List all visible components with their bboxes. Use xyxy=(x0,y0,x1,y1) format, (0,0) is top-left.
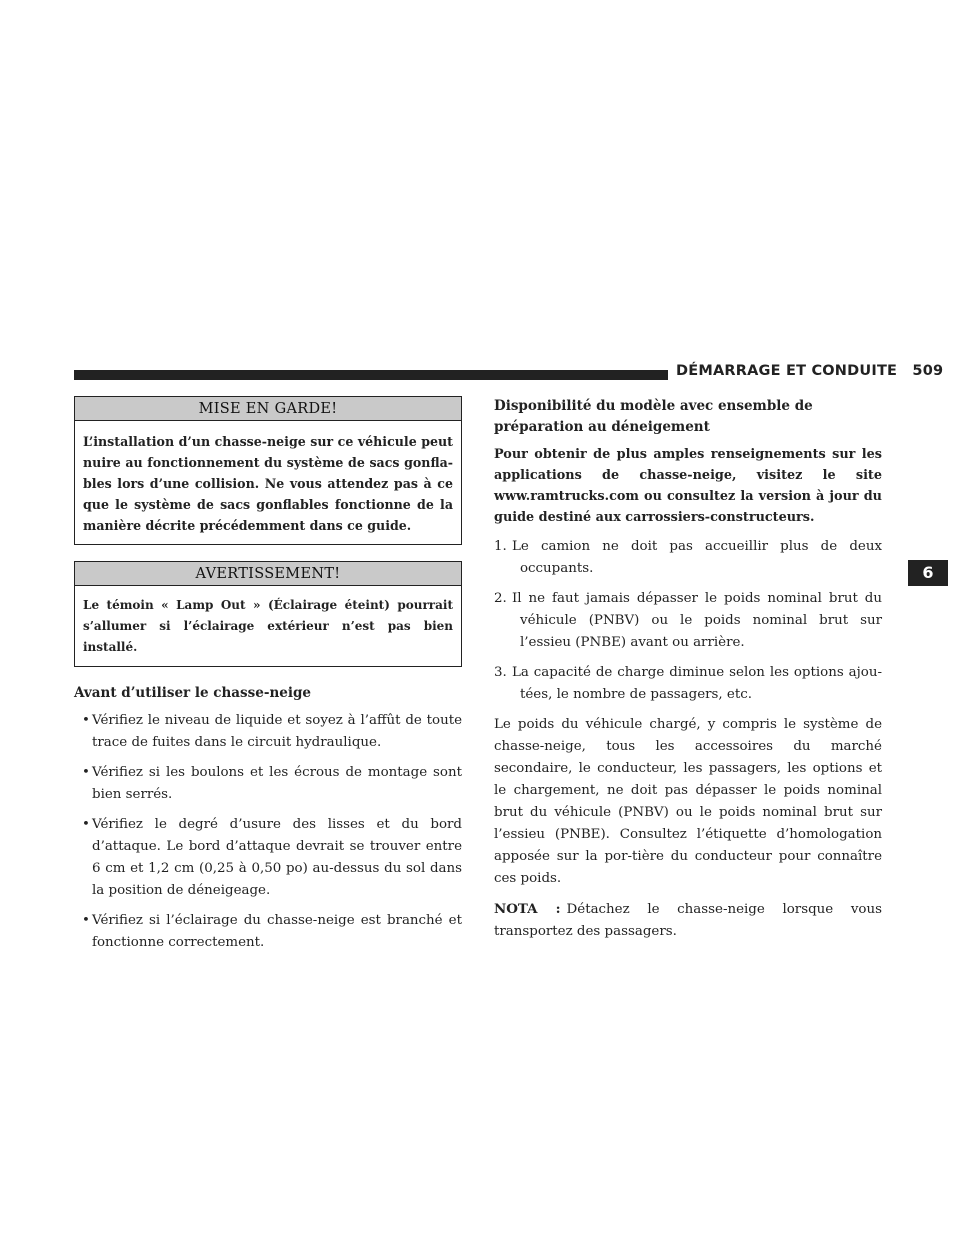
page-number: 509 xyxy=(912,363,944,379)
caution-title: MISE EN GARDE! xyxy=(75,397,461,421)
list-item-text: Vérifiez le degré d’usure des lisses et du bord d’attaque. Le bord d’attaque devrait se trouver entre 6 cm et 1,2 cm (0,25 à 0,50 po) au-dessus du sol dans la position de déneigeage. xyxy=(92,817,462,898)
chapter-tab: 6 xyxy=(908,560,948,586)
section-title: DÉMARRAGE ET CONDUITE xyxy=(676,363,898,379)
list-item-text: Il ne faut jamais dépasser le poids nominal brut du véhicule (PNBV) ou le poids nominal brut sur l’essieu (PNBE) avant ou arrière. xyxy=(512,591,882,650)
bullet-icon: • xyxy=(82,713,90,728)
list-item xyxy=(74,710,462,754)
list-item xyxy=(494,588,882,654)
list-number: 1. xyxy=(494,539,507,554)
caution-text: L’installation d’un chasse-neige sur ce véhicule peut nuire au fonctionnement du système de sacs gonfla-bles lors d’une collision. Ne vous attendez pas à ce que le système de sacs gonflables fonctionne de la manière décrite précédemment dans ce guide. xyxy=(83,434,453,533)
note xyxy=(494,898,882,943)
intro-paragraph: Pour obtenir de plus amples renseignements sur les applications de chasse-neige, visitez le site www.ramtrucks.com ou consultez la version à jour du guide destiné aux carrossiers-constructeurs. xyxy=(494,447,882,525)
list-item xyxy=(494,662,882,706)
list-number: 2. xyxy=(494,591,507,606)
warning-box xyxy=(74,561,462,667)
list-item xyxy=(74,910,462,954)
warning-text: Le témoin « Lamp Out » (Éclairage éteint) pourrait s’allumer si l’éclairage extérieur n’est pas bien installé. xyxy=(83,598,453,654)
list-item xyxy=(494,536,882,580)
bullet-icon: • xyxy=(82,817,90,832)
list-item xyxy=(74,762,462,806)
list-item-text: La capacité de charge diminue selon les options ajou-tées, le nombre de passagers, etc. xyxy=(512,665,882,702)
warning-title: AVERTISSEMENT! xyxy=(75,562,461,586)
bullet-icon: • xyxy=(82,913,90,928)
header-rule xyxy=(74,370,668,380)
checklist xyxy=(74,710,462,954)
section-heading: Avant d’utiliser le chasse-neige xyxy=(74,685,312,701)
section-heading: Disponibilité du modèle avec ensemble de préparation au déneigement xyxy=(494,398,813,435)
list-item-text: Le camion ne doit pas accueillir plus de deux occupants. xyxy=(512,539,882,576)
bullet-icon: • xyxy=(82,765,90,780)
numbered-list xyxy=(494,536,882,706)
list-item-text: Vérifiez si les boulons et les écrous de montage sont bien serrés. xyxy=(92,765,462,802)
list-item-text: Vérifiez si l’éclairage du chasse-neige est branché et fonctionne correctement. xyxy=(92,913,462,950)
list-item-text: Vérifiez le niveau de liquide et soyez à l’affût de toute trace de fuites dans le circuit hydraulique. xyxy=(92,713,462,750)
list-item xyxy=(74,814,462,902)
running-header xyxy=(676,363,943,379)
list-number: 3. xyxy=(494,665,507,680)
note-label: NOTA : xyxy=(494,901,561,917)
note-text: Détachez le chasse-neige lorsque vous transportez des passagers. xyxy=(494,902,882,939)
left-column xyxy=(74,396,462,962)
body-paragraph: Le poids du véhicule chargé, y compris le système de chasse-neige, tous les accessoires du marché secondaire, le conducteur, les passagers, les options et le chargement, ne doit pas dépasser le poids nominal brut du véhicule (PNBV) ou le poids nominal brut sur l’essieu (PNBE). Consultez l’étiquette d’homologation apposée sur la por-tière du conducteur pour connaître ces poids. xyxy=(494,717,882,886)
right-column xyxy=(494,396,882,951)
caution-box xyxy=(74,396,462,545)
